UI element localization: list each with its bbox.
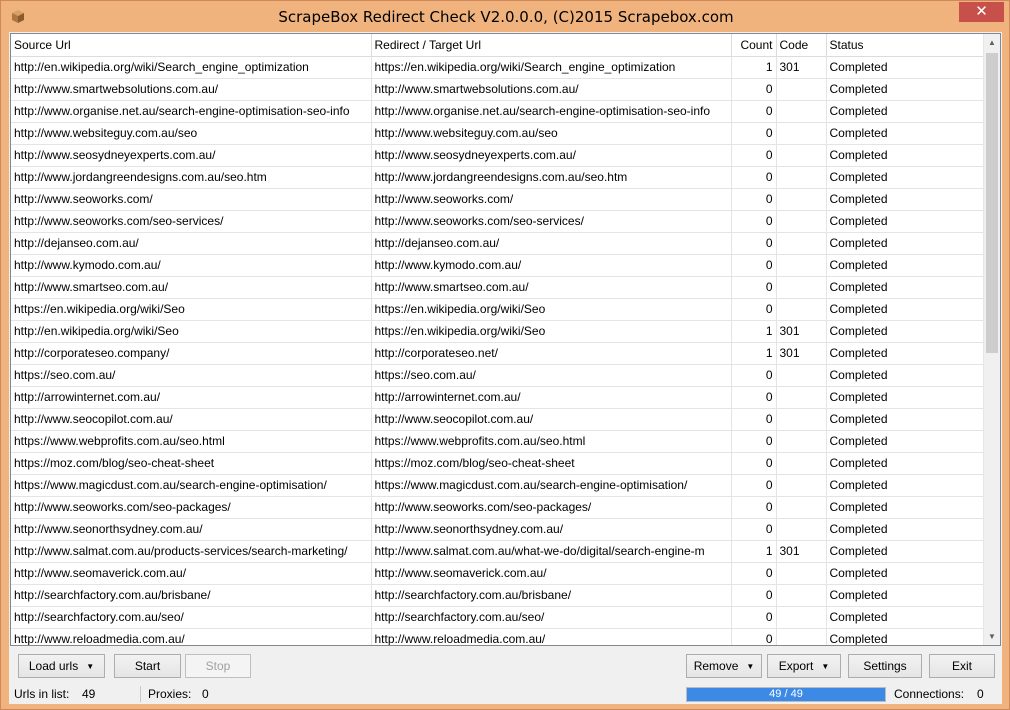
cell-status: Completed xyxy=(826,276,985,298)
start-label: Start xyxy=(134,659,161,673)
cell-target: http://www.seosydneyexperts.com.au/ xyxy=(371,144,731,166)
chevron-down-icon: ▼ xyxy=(821,661,830,671)
cell-target: http://searchfactory.com.au/seo/ xyxy=(371,606,731,628)
cell-count: 1 xyxy=(731,56,776,78)
cell-source: http://arrowinternet.com.au/ xyxy=(11,386,371,408)
urls-in-list-value: 49 xyxy=(82,687,96,701)
cell-target: http://www.kymodo.com.au/ xyxy=(371,254,731,276)
cell-source: http://en.wikipedia.org/wiki/Search_engine_optimization xyxy=(11,56,371,78)
cell-target: http://www.salmat.com.au/what-we-do/digital/search-engine-m xyxy=(371,540,731,562)
exit-label: Exit xyxy=(951,659,972,673)
table-row[interactable] xyxy=(11,144,985,166)
load-urls-label: Load urls xyxy=(28,659,79,673)
table-row[interactable] xyxy=(11,254,985,276)
cell-status: Completed xyxy=(826,430,985,452)
cell-target: https://moz.com/blog/seo-cheat-sheet xyxy=(371,452,731,474)
cell-source: http://www.seoworks.com/seo-services/ xyxy=(11,210,371,232)
cell-source: http://www.jordangreendesigns.com.au/seo.htm xyxy=(11,166,371,188)
cell-source: http://www.websiteguy.com.au/seo xyxy=(11,122,371,144)
vertical-scrollbar[interactable] xyxy=(983,34,1000,645)
cell-target: http://www.websiteguy.com.au/seo xyxy=(371,122,731,144)
cell-status: Completed xyxy=(826,342,985,364)
cell-target: http://www.seomaverick.com.au/ xyxy=(371,562,731,584)
proxies-label: Proxies: xyxy=(148,687,192,701)
cell-count: 1 xyxy=(731,540,776,562)
column-header-target[interactable]: Redirect / Target Url xyxy=(371,34,731,56)
proxies-value: 0 xyxy=(202,687,209,701)
cell-count: 1 xyxy=(731,342,776,364)
cell-count: 0 xyxy=(731,562,776,584)
stop-button[interactable] xyxy=(185,654,251,678)
cell-target: https://www.webprofits.com.au/seo.html xyxy=(371,430,731,452)
results-table xyxy=(11,34,986,646)
cell-count: 0 xyxy=(731,166,776,188)
stop-label: Stop xyxy=(205,659,231,673)
cell-source: http://dejanseo.com.au/ xyxy=(11,232,371,254)
cell-count: 0 xyxy=(731,100,776,122)
cell-code xyxy=(776,518,826,540)
cell-code xyxy=(776,232,826,254)
settings-label: Settings xyxy=(863,659,907,673)
cell-count: 0 xyxy=(731,276,776,298)
table-row[interactable] xyxy=(11,540,985,562)
cell-source: https://moz.com/blog/seo-cheat-sheet xyxy=(11,452,371,474)
cell-source: http://www.smartwebsolutions.com.au/ xyxy=(11,78,371,100)
cell-source: http://searchfactory.com.au/brisbane/ xyxy=(11,584,371,606)
cell-target: http://www.seoworks.com/ xyxy=(371,188,731,210)
export-label: Export xyxy=(778,659,814,673)
cell-source: http://www.seocopilot.com.au/ xyxy=(11,408,371,430)
status-divider xyxy=(140,686,141,702)
connections-label: Connections: xyxy=(894,687,965,701)
chevron-down-icon: ▼ xyxy=(746,661,755,671)
cell-code xyxy=(776,452,826,474)
cell-source: https://www.magicdust.com.au/search-engine-optimisation/ xyxy=(11,474,371,496)
cell-count: 0 xyxy=(731,78,776,100)
settings-button[interactable] xyxy=(848,654,922,678)
close-button[interactable] xyxy=(959,2,1004,22)
cell-source: http://www.seomaverick.com.au/ xyxy=(11,562,371,584)
cell-status: Completed xyxy=(826,606,985,628)
cell-count: 0 xyxy=(731,298,776,320)
status-bar xyxy=(9,684,1002,704)
cell-status: Completed xyxy=(826,254,985,276)
title-bar[interactable] xyxy=(1,1,1009,32)
cell-source: http://searchfactory.com.au/seo/ xyxy=(11,606,371,628)
cell-code xyxy=(776,474,826,496)
table-row[interactable] xyxy=(11,408,985,430)
cell-status: Completed xyxy=(826,100,985,122)
start-button[interactable] xyxy=(114,654,181,678)
cell-code: 301 xyxy=(776,342,826,364)
cell-code xyxy=(776,430,826,452)
cell-target: https://en.wikipedia.org/wiki/Seo xyxy=(371,298,731,320)
client-area xyxy=(9,32,1002,704)
cell-count: 0 xyxy=(731,122,776,144)
cell-source: http://corporateseo.company/ xyxy=(11,342,371,364)
cell-source: https://seo.com.au/ xyxy=(11,364,371,386)
cell-status: Completed xyxy=(826,408,985,430)
cell-count: 0 xyxy=(731,430,776,452)
cell-count: 0 xyxy=(731,518,776,540)
cell-status: Completed xyxy=(826,452,985,474)
cell-target: http://www.jordangreendesigns.com.au/seo.htm xyxy=(371,166,731,188)
table-row[interactable] xyxy=(11,232,985,254)
cell-source: http://www.seoworks.com/seo-packages/ xyxy=(11,496,371,518)
cell-code xyxy=(776,408,826,430)
table-row[interactable] xyxy=(11,342,985,364)
close-icon: ✕ xyxy=(975,2,988,20)
cell-code xyxy=(776,144,826,166)
cell-status: Completed xyxy=(826,474,985,496)
table-row[interactable] xyxy=(11,496,985,518)
cell-status: Completed xyxy=(826,562,985,584)
table-row[interactable] xyxy=(11,474,985,496)
cell-count: 0 xyxy=(731,364,776,386)
cell-target: http://www.smartwebsolutions.com.au/ xyxy=(371,78,731,100)
cell-status: Completed xyxy=(826,584,985,606)
cell-target: https://en.wikipedia.org/wiki/Search_engine_optimization xyxy=(371,56,731,78)
results-grid[interactable] xyxy=(10,33,1001,646)
cell-status: Completed xyxy=(826,232,985,254)
cell-code xyxy=(776,276,826,298)
table-row[interactable] xyxy=(11,584,985,606)
cell-count: 0 xyxy=(731,386,776,408)
cell-status: Completed xyxy=(826,518,985,540)
table-row[interactable] xyxy=(11,386,985,408)
cell-status: Completed xyxy=(826,386,985,408)
cell-code xyxy=(776,584,826,606)
cell-status: Completed xyxy=(826,56,985,78)
connections-value: 0 xyxy=(977,687,984,701)
cell-target: http://searchfactory.com.au/brisbane/ xyxy=(371,584,731,606)
column-header-status[interactable]: Status xyxy=(826,34,985,56)
cell-target: http://www.seocopilot.com.au/ xyxy=(371,408,731,430)
scroll-down-icon[interactable]: ▼ xyxy=(988,632,996,641)
table-row[interactable] xyxy=(11,122,985,144)
cell-target: http://www.smartseo.com.au/ xyxy=(371,276,731,298)
cell-count: 0 xyxy=(731,584,776,606)
cell-source: https://en.wikipedia.org/wiki/Seo xyxy=(11,298,371,320)
progress-text: 49 / 49 xyxy=(769,688,803,700)
cell-target: http://arrowinternet.com.au/ xyxy=(371,386,731,408)
cell-code xyxy=(776,298,826,320)
cell-status: Completed xyxy=(826,122,985,144)
cell-code xyxy=(776,78,826,100)
cell-code xyxy=(776,562,826,584)
cell-count: 0 xyxy=(731,606,776,628)
cell-code: 301 xyxy=(776,56,826,78)
cell-code xyxy=(776,606,826,628)
cell-target: https://seo.com.au/ xyxy=(371,364,731,386)
table-row[interactable] xyxy=(11,188,985,210)
cell-code xyxy=(776,254,826,276)
window-title: ScrapeBox Redirect Check V2.0.0.0, (C)2015 Scrapebox.com xyxy=(278,8,734,26)
table-row[interactable] xyxy=(11,628,985,646)
table-row[interactable] xyxy=(11,364,985,386)
table-row[interactable] xyxy=(11,100,985,122)
cell-count: 0 xyxy=(731,144,776,166)
urls-in-list-label: Urls in list: xyxy=(14,687,70,701)
cell-target: http://www.seoworks.com/seo-packages/ xyxy=(371,496,731,518)
cell-count: 0 xyxy=(731,628,776,646)
cell-target: http://www.reloadmedia.com.au/ xyxy=(371,628,731,646)
cell-status: Completed xyxy=(826,144,985,166)
table-row[interactable] xyxy=(11,298,985,320)
cell-code xyxy=(776,166,826,188)
cell-target: http://corporateseo.net/ xyxy=(371,342,731,364)
cell-target: http://www.seoworks.com/seo-services/ xyxy=(371,210,731,232)
cell-count: 0 xyxy=(731,232,776,254)
chevron-down-icon: ▼ xyxy=(86,661,95,671)
cell-source: http://en.wikipedia.org/wiki/Seo xyxy=(11,320,371,342)
cell-source: http://www.seoworks.com/ xyxy=(11,188,371,210)
cell-status: Completed xyxy=(826,628,985,646)
remove-label: Remove xyxy=(693,659,739,673)
cell-source: http://www.reloadmedia.com.au/ xyxy=(11,628,371,646)
exit-button[interactable] xyxy=(929,654,995,678)
table-row[interactable] xyxy=(11,430,985,452)
scroll-up-icon[interactable]: ▲ xyxy=(988,38,996,47)
cell-source: https://www.webprofits.com.au/seo.html xyxy=(11,430,371,452)
cell-code xyxy=(776,122,826,144)
cell-target: http://www.seonorthsydney.com.au/ xyxy=(371,518,731,540)
cell-code xyxy=(776,210,826,232)
cell-code: 301 xyxy=(776,320,826,342)
cell-code: 301 xyxy=(776,540,826,562)
table-row[interactable] xyxy=(11,56,985,78)
column-header-count[interactable]: Count xyxy=(731,34,776,56)
cell-code xyxy=(776,496,826,518)
cell-source: http://www.organise.net.au/search-engine-optimisation-seo-info xyxy=(11,100,371,122)
cell-status: Completed xyxy=(826,320,985,342)
cell-count: 0 xyxy=(731,408,776,430)
cell-count: 0 xyxy=(731,210,776,232)
column-header-code[interactable]: Code xyxy=(776,34,826,56)
cell-status: Completed xyxy=(826,166,985,188)
cell-status: Completed xyxy=(826,496,985,518)
cell-count: 0 xyxy=(731,496,776,518)
cell-code xyxy=(776,628,826,646)
header-row xyxy=(11,34,985,56)
cell-code xyxy=(776,188,826,210)
cell-status: Completed xyxy=(826,298,985,320)
cell-target: https://en.wikipedia.org/wiki/Seo xyxy=(371,320,731,342)
remove-button[interactable] xyxy=(686,654,762,678)
cell-code xyxy=(776,386,826,408)
table-row[interactable] xyxy=(11,606,985,628)
table-row[interactable] xyxy=(11,518,985,540)
column-header-source[interactable]: Source Url xyxy=(11,34,371,56)
cell-code xyxy=(776,100,826,122)
cell-target: http://dejanseo.com.au/ xyxy=(371,232,731,254)
export-button[interactable] xyxy=(767,654,841,678)
table-row[interactable] xyxy=(11,562,985,584)
table-row[interactable] xyxy=(11,210,985,232)
table-row[interactable] xyxy=(11,452,985,474)
cell-target: http://www.organise.net.au/search-engine-optimisation-seo-info xyxy=(371,100,731,122)
table-row[interactable] xyxy=(11,320,985,342)
cell-code xyxy=(776,364,826,386)
cell-status: Completed xyxy=(826,540,985,562)
cell-count: 0 xyxy=(731,188,776,210)
cell-status: Completed xyxy=(826,78,985,100)
cell-source: http://www.salmat.com.au/products-services/search-marketing/ xyxy=(11,540,371,562)
cell-target: https://www.magicdust.com.au/search-engine-optimisation/ xyxy=(371,474,731,496)
cell-count: 1 xyxy=(731,320,776,342)
load-urls-button[interactable] xyxy=(18,654,105,678)
cell-count: 0 xyxy=(731,452,776,474)
cell-count: 0 xyxy=(731,254,776,276)
table-row[interactable] xyxy=(11,78,985,100)
cell-source: http://www.seonorthsydney.com.au/ xyxy=(11,518,371,540)
table-row[interactable] xyxy=(11,276,985,298)
cell-status: Completed xyxy=(826,188,985,210)
cell-count: 0 xyxy=(731,474,776,496)
cell-status: Completed xyxy=(826,210,985,232)
table-row[interactable] xyxy=(11,166,985,188)
cell-status: Completed xyxy=(826,364,985,386)
cell-source: http://www.smartseo.com.au/ xyxy=(11,276,371,298)
cell-source: http://www.seosydneyexperts.com.au/ xyxy=(11,144,371,166)
scroll-thumb[interactable] xyxy=(986,53,998,353)
cell-source: http://www.kymodo.com.au/ xyxy=(11,254,371,276)
progress-bar xyxy=(686,687,886,702)
